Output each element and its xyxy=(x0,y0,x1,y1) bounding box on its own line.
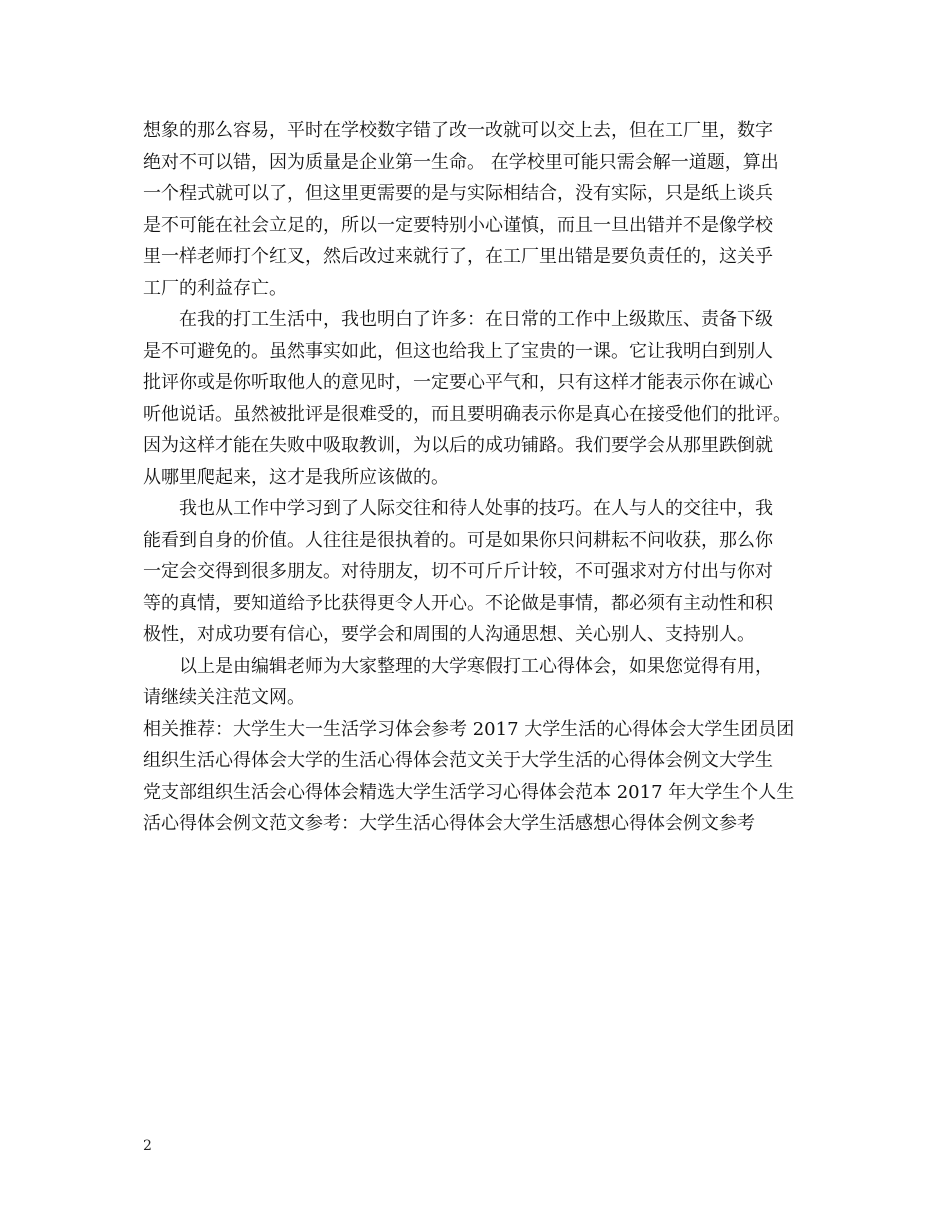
related-recommendations-line: 组织生活心得体会大学的生活心得体会范文关于大学生活的心得体会例文大学生 xyxy=(143,750,773,771)
text-line: 在我的打工生活中，我也明白了许多：在日常的工作中上级欺压、责备下级 xyxy=(143,309,773,330)
page-number: 2 xyxy=(143,1138,152,1154)
text-line: 等的真情，要知道给予比获得更令人开心。不论做是事情，都必须有主动性和积 xyxy=(143,592,773,614)
text-line: 以上是由编辑老师为大家整理的大学寒假打工心得体会，如果您觉得有用， xyxy=(143,655,773,677)
body-text xyxy=(143,115,823,840)
text-line: 批评你或是你听取他人的意见时，一定要心平气和，只有这样才能表示你在诚心 xyxy=(143,372,773,393)
text-line: 绝对不可以错，因为质量是企业第一生命。 在学校里可能只需会解一道题，算出 xyxy=(143,151,779,173)
text-line: 一定会交得到很多朋友。对待朋友，切不可斤斤计较，不可强求对方付出与你对 xyxy=(143,561,773,582)
related-recommendations-line: 相关推荐：大学生大一生活学习体会参考 2017 大学生活的心得体会大学生团员团 xyxy=(143,718,795,740)
text-line: 一个程式就可以了，但这里更需要的是与实际相结合，没有实际，只是纸上谈兵 xyxy=(143,183,773,204)
related-recommendations-line: 党支部组织生活会心得体会精选大学生活学习心得体会范本 2017 年大学生个人生 xyxy=(143,781,795,803)
related-recommendations-line: 活心得体会例文范文参考：大学生活心得体会大学生活感想心得体会例文参考 xyxy=(143,813,755,834)
text-line: 请继续关注范文网。 xyxy=(143,687,305,708)
text-line: 工厂的利益存亡。 xyxy=(143,277,287,299)
text-line: 因为这样才能在失败中吸取教训，为以后的成功铺路。我们要学会从那里跌倒就 xyxy=(143,435,773,456)
text-line: 是不可能在社会立足的，所以一定要特别小心谨慎，而且一旦出错并不是像学校 xyxy=(143,214,773,236)
text-line: 想象的那么容易，平时在学校数字错了改一改就可以交上去，但在工厂里，数字 xyxy=(143,120,773,141)
text-line: 能看到自身的价值。人往往是很执着的。可是如果你只问耕耘不问收获，那么你 xyxy=(143,529,773,551)
text-line: 从哪里爬起来，这才是我所应该做的。 xyxy=(143,466,449,488)
text-line: 里一样老师打个红叉，然后改过来就行了，在工厂里出错是要负责任的，这关乎 xyxy=(143,246,773,267)
text-line: 听他说话。虽然被批评是很难受的，而且要明确表示你是真心在接受他们的批评。 xyxy=(143,403,791,425)
text-line: 我也从工作中学习到了人际交往和待人处事的技巧。在人与人的交往中，我 xyxy=(143,498,773,519)
text-line: 是不可避免的。虽然事实如此，但这也给我上了宝贵的一课。它让我明白到别人 xyxy=(143,340,773,362)
text-line: 极性，对成功要有信心，要学会和周围的人沟通思想、关心别人、支持别人。 xyxy=(143,624,755,645)
